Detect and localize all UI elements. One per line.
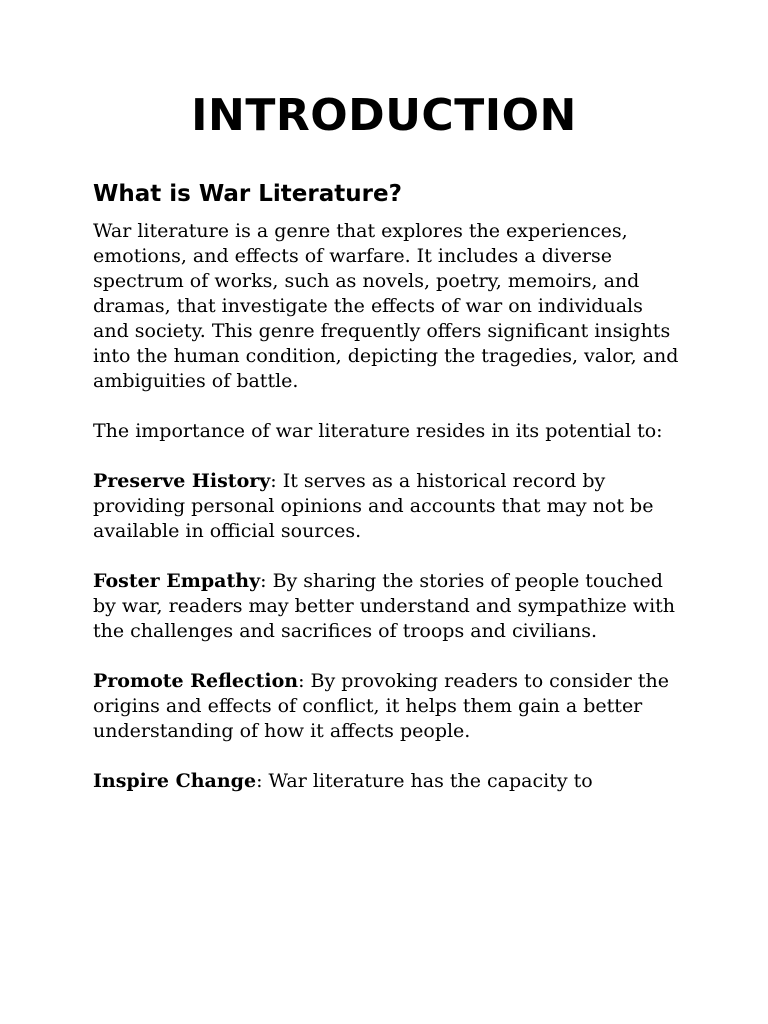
point-inspire-change <box>93 769 683 794</box>
point-term: Preserve History <box>93 470 271 492</box>
point-term: Inspire Change <box>93 770 257 792</box>
point-text: : War literature has the capacity to <box>256 770 593 792</box>
section-heading: What is War Literature? <box>93 181 402 207</box>
point-promote-reflection <box>93 669 683 744</box>
intro-paragraph: War literature is a genre that explores the experiences, emotions, and effects of warfare. It includes a diverse spectrum of works, such as novels, poetry, memoirs, and dramas, that investigate the effects of war on individuals and society. This genre frequently offers significant insights into the human condition, depicting the tragedies, valor, and ambiguities of battle. <box>93 220 679 392</box>
point-foster-empathy <box>93 569 683 644</box>
point-term: Promote Reflection <box>93 670 299 692</box>
point-preserve-history <box>93 469 683 544</box>
document-body <box>93 219 683 819</box>
point-text: : By provoking readers to consider the origins and effects of conflict, it helps them gain a better understanding of how it affects people. <box>93 670 669 742</box>
page-title: INTRODUCTION <box>191 90 577 141</box>
importance-paragraph: The importance of war literature resides in its potential to: <box>93 420 663 442</box>
point-term: Foster Empathy <box>93 570 261 592</box>
point-text: : It serves as a historical record by providing personal opinions and accounts that may not be available in official sources. <box>93 470 654 542</box>
point-text: : By sharing the stories of people touched by war, readers may better understand and sympathize with the challenges and sacrifices of troops and civilians. <box>93 570 676 642</box>
